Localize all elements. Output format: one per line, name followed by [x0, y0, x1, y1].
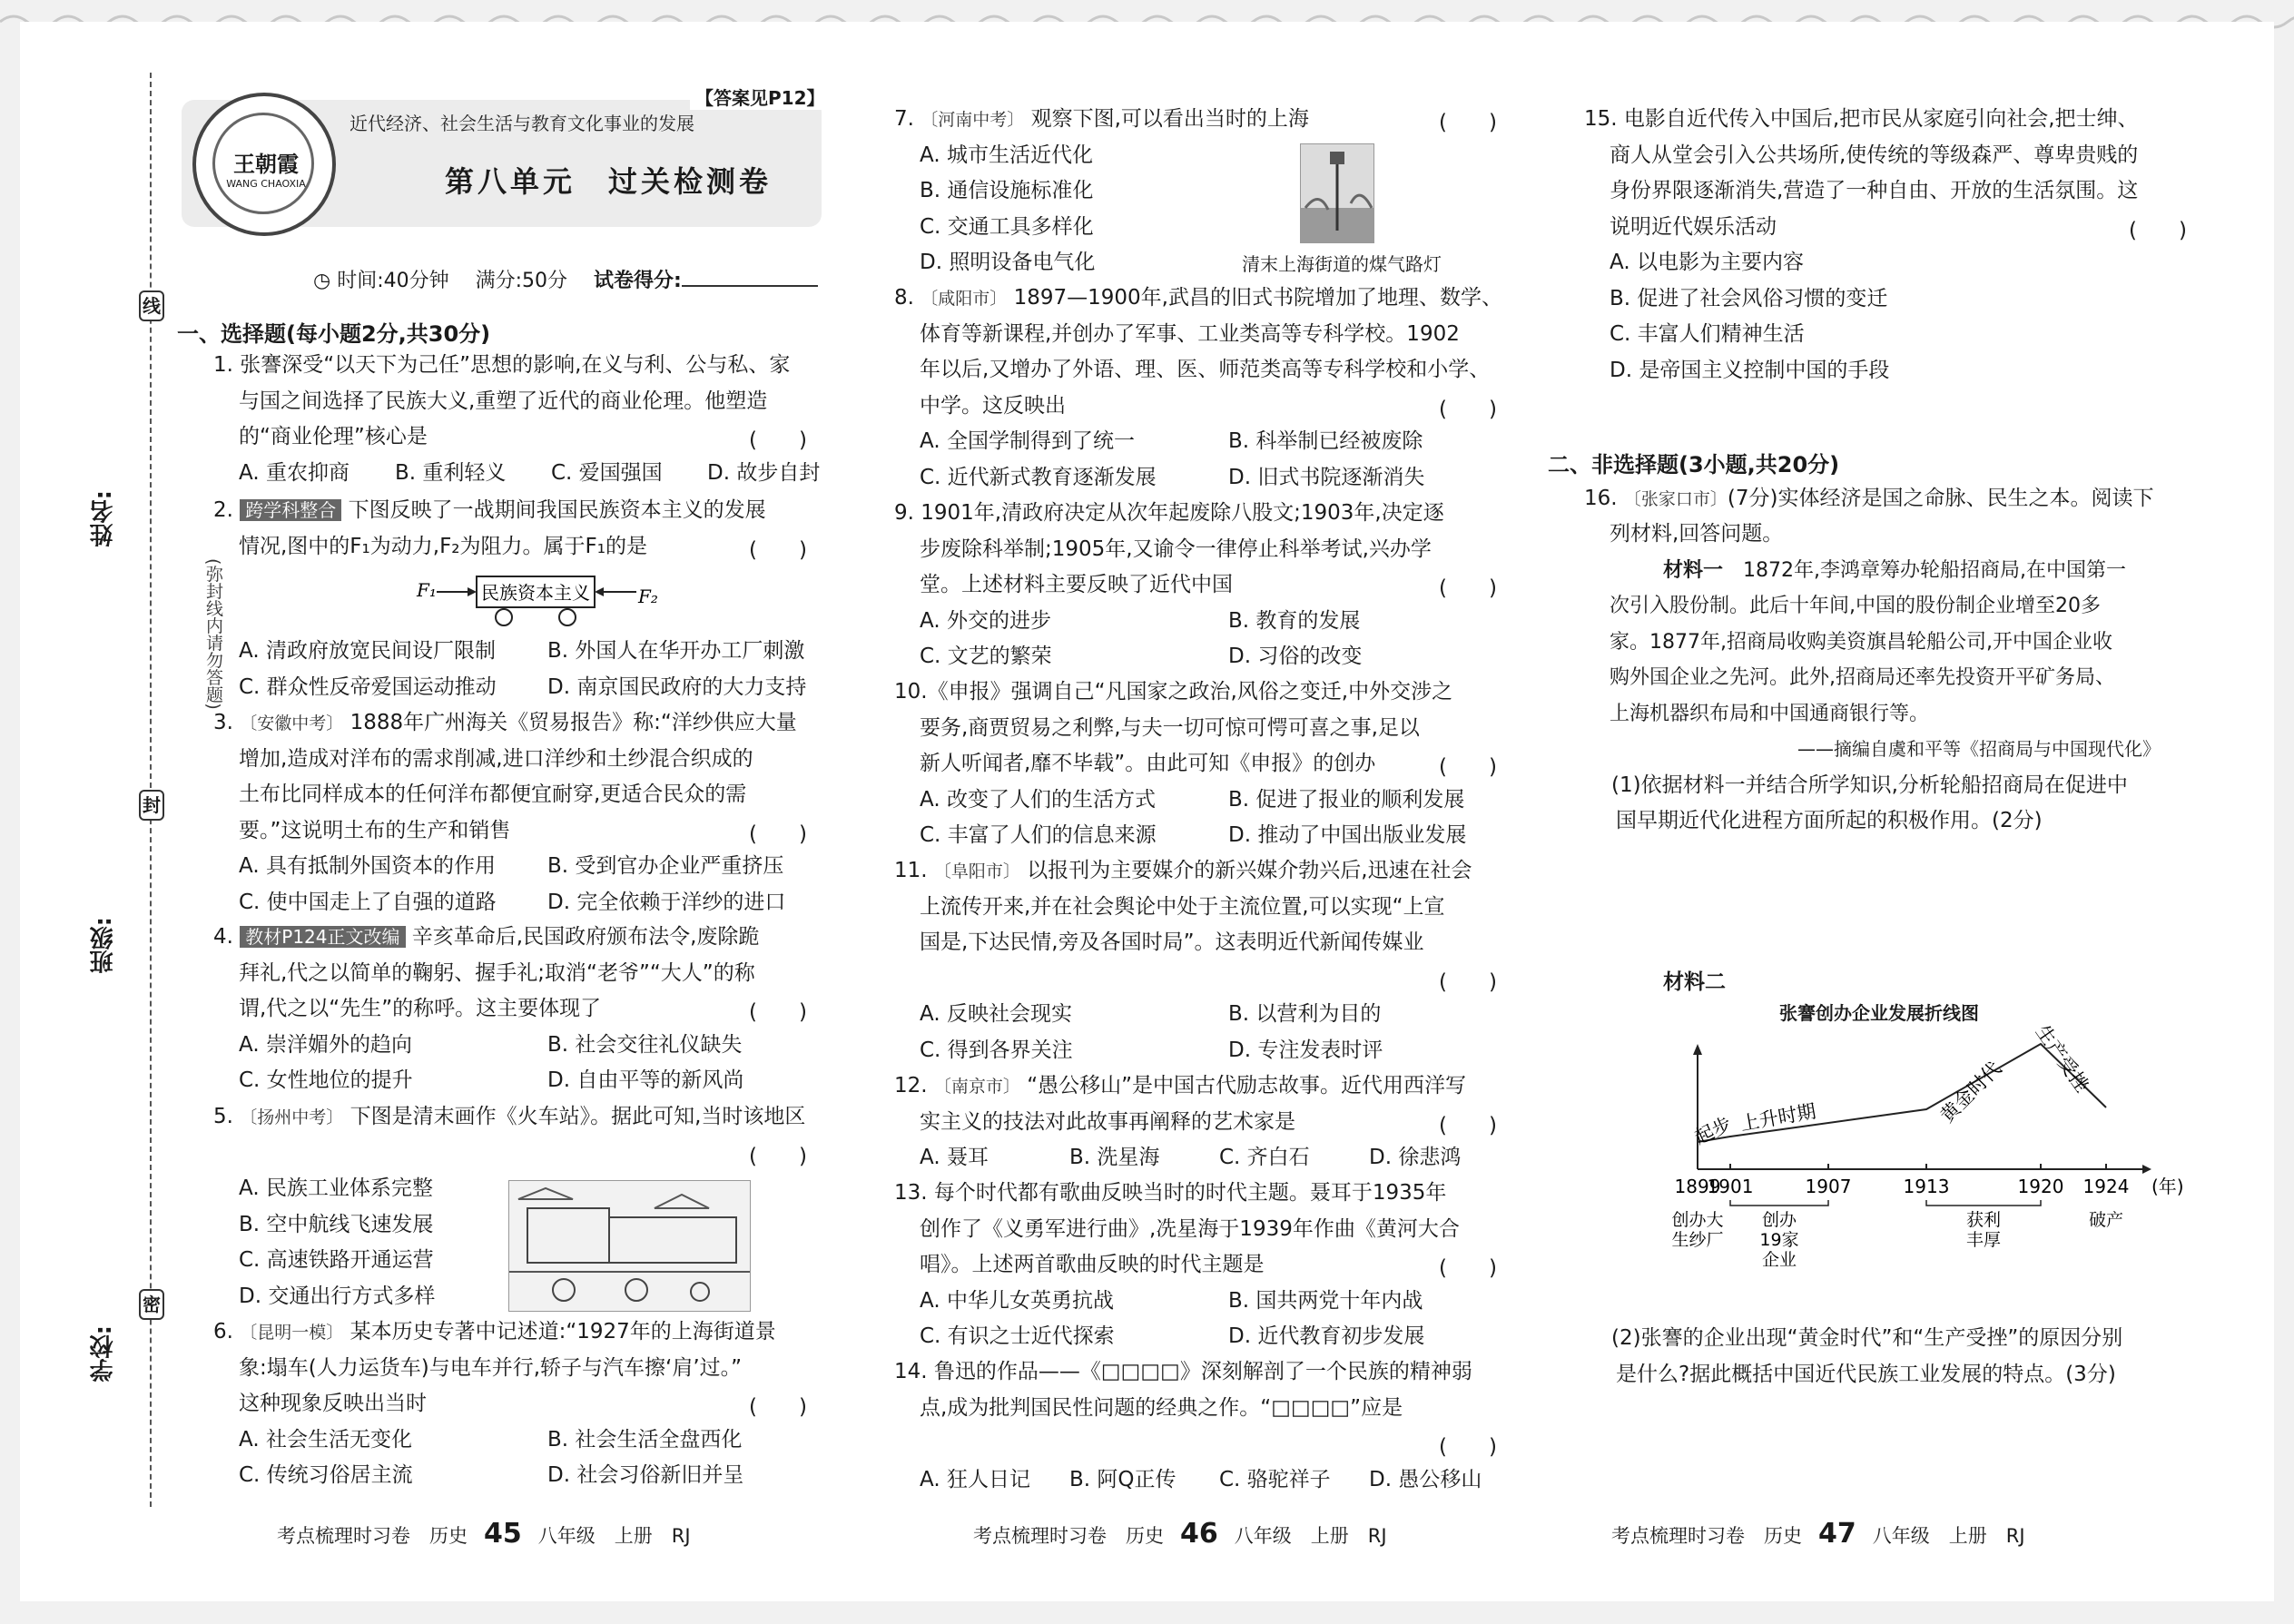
q10-option-b[interactable]: B. 促进了报业的顺利发展 [1228, 787, 1465, 812]
q16-number: 16. [1584, 486, 1624, 510]
event-label: 创办 [1761, 1210, 1797, 1230]
q7-answer-blank[interactable]: ( ) [1439, 111, 1497, 134]
event-label: 丰厚 [1965, 1230, 2002, 1250]
q3-line: 土布比同样成本的任何洋布都便宜耐穿,更适合民众的需 [239, 782, 747, 806]
event-label: 企业 [1761, 1250, 1797, 1270]
q12-source-tag: 〔南京市〕 [933, 1077, 1020, 1097]
q15-option-d[interactable]: D. 是帝国主义控制中国的手段 [1610, 358, 1890, 382]
q2-option-d[interactable]: D. 南京国民政府的大力支持 [547, 674, 807, 699]
q14-option-a[interactable]: A. 狂人日记 [920, 1467, 1030, 1491]
q3-option-a[interactable]: A. 具有抵制外国资本的作用 [239, 854, 496, 878]
q15-option-c[interactable]: C. 丰富人们精神生活 [1610, 322, 1805, 346]
q2-answer-blank[interactable]: ( ) [749, 537, 807, 562]
seal-note: (弥封线内请勿答题) [203, 558, 223, 710]
q1-line: 与国之间选择了民族大义,重塑了近代的商业伦理。他塑造 [239, 389, 768, 413]
event-label: 创办大 [1671, 1210, 1724, 1230]
q11-line [894, 853, 1472, 891]
publisher-logo: 王朝霞 WANG CHAOXIA [192, 93, 336, 236]
q10-line: 要务,商贾贸易之利弊,与夫一切可惊可愕可喜之事,足以 [920, 715, 1420, 740]
q5-option-b[interactable]: B. 空中航线飞速发展 [239, 1212, 434, 1236]
q4-option-d[interactable]: D. 自由平等的新风尚 [547, 1068, 744, 1092]
seal-mark-mi: 密 [139, 1289, 164, 1320]
section1-title: 一、选择题(每小题2分,共30分) [177, 321, 491, 347]
q12-line: 实主义的技法对此故事再阐释的艺术家是 [920, 1109, 1295, 1134]
unit-subtitle: 近代经济、社会生活与教育文化事业的发展 [350, 113, 694, 134]
q8-line: 体育等新课程,并创办了军事、工业类高等专科学校。1902 [920, 321, 1460, 346]
q7-option-d[interactable]: D. 照明设备电气化 [920, 251, 1096, 274]
q11-option-a[interactable]: A. 反映社会现实 [920, 1002, 1072, 1026]
train-station-painting [508, 1180, 751, 1312]
event-label: 19家 [1759, 1230, 1799, 1250]
q5-number: 5. [213, 1105, 241, 1128]
q4-number: 4. [213, 925, 241, 949]
q6-option-d[interactable]: D. 社会习俗新旧并呈 [547, 1463, 744, 1487]
bracket-1913-1920 [1926, 1200, 2041, 1206]
q4-option-c[interactable]: C. 女性地位的提升 [239, 1068, 413, 1092]
q2-text: 下图反映了一战期间我国民族资本主义的发展 [341, 498, 766, 522]
q8-line: 年以后,又增办了外语、理、医、师范类高等专科学校和小学、 [920, 358, 1491, 381]
f1-label: F₁ [417, 579, 437, 601]
q13-option-c[interactable]: C. 有识之士近代探索 [920, 1324, 1115, 1348]
q2-force-diagram [413, 572, 658, 626]
footer-page-47: 考点梳理时习卷 历史 47 八年级 上册 RJ [1611, 1518, 2025, 1550]
q14-option-d[interactable]: D. 愚公移山 [1369, 1467, 1482, 1491]
q12-option-c[interactable]: C. 齐白石 [1219, 1146, 1310, 1169]
q10-line: 新人听闻者,靡不毕载”。由此可知《申报》的创办 [920, 752, 1376, 775]
q9-line: 9. 1901年,清政府决定从次年起废除八股文;1903年,决定逐 [894, 501, 1444, 525]
q11-line: 上流传开来,并在社会舆论中处于主流位置,可以实现“上宣 [920, 894, 1445, 919]
q10-answer-blank[interactable]: ( ) [1439, 755, 1497, 779]
material2-label: 材料二 [1663, 970, 1726, 994]
q3-option-d[interactable]: D. 完全依赖于洋纱的进口 [547, 890, 786, 914]
q15-line: 说明近代娱乐活动 [1610, 214, 1777, 239]
footer-page-46: 考点梳理时习卷 历史 46 八年级 上册 RJ [973, 1518, 1387, 1550]
q2-option-c[interactable]: C. 群众性反帝爱国运动推动 [239, 674, 497, 699]
unit-title: 第八单元 过关检测卷 [445, 164, 773, 199]
material1-line [1610, 588, 2101, 625]
gas-street-lamp-photo [1300, 143, 1374, 243]
material1-line [1610, 660, 2115, 696]
q3-line: 增加,造成对洋布的需求削减,进口洋纱和土纱混合织成的 [239, 746, 753, 771]
q3-text: 1888年广州海关《贸易报告》称:“洋纱供应大量 [343, 711, 797, 734]
q9-option-b[interactable]: B. 教育的发展 [1228, 608, 1361, 633]
q11-option-b[interactable]: B. 以营利为目的 [1228, 1002, 1382, 1026]
material1-source: ——摘编自虞和平等《招商局与中国现代化》 [1797, 738, 2161, 760]
q9-line: 步废除科举制;1905年,又谕令一律停止科举考试,兴办学 [920, 536, 1432, 561]
f2-label: F₂ [638, 586, 658, 607]
footer-page-45: 考点梳理时习卷 历史 45 八年级 上册 RJ [277, 1518, 691, 1550]
q10-line: 10.《申报》强调自己“凡国家之政治,风俗之变迁,中外交涉之 [894, 680, 1453, 704]
q5-text: 下图是清末画作《火车站》。据此可知,当时该地区 [343, 1105, 806, 1128]
q8-option-b[interactable]: B. 科举制已经被废除 [1228, 429, 1423, 453]
q9-option-d[interactable]: D. 习俗的改变 [1228, 645, 1363, 668]
q6-line: 这种现象反映出当时 [239, 1392, 427, 1415]
q8-option-c[interactable]: C. 近代新式教育逐渐发展 [920, 465, 1157, 489]
q8-source-tag: 〔咸阳市〕 [921, 289, 1008, 309]
q6-text: 某本历史专著中记述道:“1927年的上海街道景 [343, 1320, 776, 1343]
q11-source-tag: 〔阜阳市〕 [933, 861, 1020, 881]
school-field[interactable]: 学校: [90, 1325, 117, 1383]
x-axis-arrow [2142, 1165, 2151, 1174]
q8-option-a[interactable]: A. 全国学制得到了统一 [920, 429, 1135, 453]
q3-answer-blank[interactable]: ( ) [749, 822, 807, 846]
q3-option-c[interactable]: C. 使中国走上了自强的道路 [239, 890, 497, 914]
q6-number: 6. [213, 1320, 241, 1343]
q11-text: 以报刊为主要媒介的新兴媒介勃兴后,迅速在社会 [1019, 859, 1472, 882]
q12-line [894, 1068, 1466, 1106]
q16-text: (7分)实体经济是国之命脉、民生之本。阅读下 [1727, 486, 2154, 510]
q8-number: 8. [894, 286, 921, 310]
q15-option-a[interactable]: A. 以电影为主要内容 [1610, 251, 1804, 274]
y-axis-arrow [1693, 1044, 1702, 1055]
q3-option-b[interactable]: B. 受到官办企业严重挤压 [547, 854, 784, 878]
q2-line [213, 493, 766, 529]
q12-option-a[interactable]: A. 聂耳 [920, 1146, 989, 1169]
q12-number: 12. [894, 1074, 934, 1097]
page-number: 45 [484, 1518, 522, 1550]
q11-option-c[interactable]: C. 得到各界关注 [920, 1038, 1073, 1062]
q8-text: 1897—1900年,武昌的旧式书院增加了地理、数学、 [1007, 286, 1502, 310]
event-label: 生纱厂 [1671, 1230, 1724, 1250]
binding-area [86, 73, 223, 1507]
q6-option-b[interactable]: B. 社会生活全盘西化 [547, 1427, 743, 1452]
q6-source-tag: 〔昆明一模〕 [240, 1323, 344, 1343]
q3-line [213, 705, 797, 743]
q1-option-b[interactable]: B. 重利轻义 [395, 460, 507, 485]
q4-text: 辛亥革命后,民国政府颁布法令,废除跪 [405, 925, 760, 949]
q6-line [213, 1314, 776, 1352]
q3-number: 3. [213, 711, 241, 734]
answer-reference: 【答案见P12】 [690, 84, 831, 110]
q1-line: 的“商业伦理”核心是 [239, 425, 428, 448]
q5-source-tag: 〔扬州中考〕 [240, 1107, 344, 1127]
class-field[interactable]: 班级: [90, 917, 117, 974]
x-tick-label: 1899 [1674, 1176, 1721, 1197]
material1-text: 上海机器织布局和中国通商银行等。 [1610, 702, 1930, 725]
q2-line: 情况,图中的F₁为动力,F₂为阻力。属于F₁的是 [239, 534, 647, 558]
q14-option-b[interactable]: B. 阿Q正传 [1069, 1467, 1177, 1491]
x-tick-label: 1901 [1707, 1176, 1754, 1197]
page-number: 47 [1818, 1518, 1856, 1550]
q3-source-tag: 〔安徽中考〕 [240, 714, 344, 733]
q16-sub2-line: 是什么?据此概括中国近代民族工业发展的特点。(3分) [1616, 1362, 2116, 1386]
q14-option-c[interactable]: C. 骆驼祥子 [1219, 1467, 1331, 1491]
chart-title: 张謇创办企业发展折线图 [1779, 1002, 1979, 1024]
seal-mark-feng: 封 [139, 790, 164, 821]
q2-number: 2. [213, 498, 241, 522]
q4-option-a[interactable]: A. 崇洋媚外的趋向 [239, 1032, 412, 1057]
q1-option-d[interactable]: D. 故步自封 [707, 460, 821, 485]
q7-option-a[interactable]: A. 城市生活近代化 [920, 143, 1093, 167]
q16-line [1584, 481, 2154, 518]
x-axis-unit: (年) [2151, 1176, 2184, 1197]
zhang-jian-enterprise-chart [1670, 1020, 2184, 1280]
q16-sub1-line: (1)依据材料一并结合所学知识,分析轮船招商局在促进中 [1611, 773, 2128, 797]
q4-line: 拜礼,代之以简单的鞠躬、握手礼;取消“老爷”“大人”的称 [239, 960, 755, 985]
q14-line: 14. 鲁迅的作品——《□□□□》深刻解剖了一个民族的精神弱 [894, 1360, 1472, 1383]
q11-answer-blank[interactable]: ( ) [1439, 969, 1497, 994]
q1-option-c[interactable]: C. 爱国强国 [551, 460, 663, 485]
q13-line: 13. 每个时代都有歌曲反映当时的时代主题。聂耳于1935年 [894, 1181, 1447, 1205]
q8-answer-blank[interactable]: ( ) [1439, 397, 1497, 421]
material1-text: 购外国企业之先河。此外,招商局还率先投资开平矿务局、 [1610, 666, 2115, 689]
q15-option-b[interactable]: B. 促进了社会风俗习惯的变迁 [1610, 286, 1888, 310]
stage-label: 起步 [1690, 1112, 1736, 1149]
q15-line: 商人从堂会引入公共场所,使传统的等级森严、尊卑贵贱的 [1610, 143, 2139, 167]
q7-source-tag: 〔河南中考〕 [921, 110, 1025, 130]
box-label: 民族资本主义 [481, 582, 590, 604]
page-number: 46 [1180, 1518, 1218, 1550]
q15-line: 身份界限逐渐消失,营造了一种自由、开放的生活氛围。这 [1610, 179, 2139, 202]
stage-label: 上升时期 [1738, 1099, 1818, 1136]
q3-line: 要。”这说明土布的生产和销售 [239, 818, 511, 842]
q5-line [213, 1099, 805, 1137]
q15-answer-blank[interactable]: ( ) [2129, 218, 2187, 242]
q10-option-d[interactable]: D. 推动了中国出版业发展 [1228, 823, 1467, 847]
event-label: 破产 [2088, 1210, 2124, 1230]
q7-option-c[interactable]: C. 交通工具多样化 [920, 214, 1094, 239]
q13-answer-blank[interactable]: ( ) [1439, 1256, 1497, 1280]
q7-number: 7. [894, 107, 921, 131]
section2-title: 二、非选择题(3小题,共20分) [1548, 452, 1840, 477]
q4-badge: 教材P124正文改编 [240, 926, 405, 948]
q4-option-b[interactable]: B. 社会交往礼仪缺失 [547, 1032, 743, 1057]
q12-option-b[interactable]: B. 洗星海 [1069, 1146, 1160, 1169]
material1-line [1610, 625, 2112, 661]
q6-line: 象:塌车(人力运货车)与电车并行,轿子与汽车擦‘肩’过。” [239, 1355, 743, 1380]
material1-text: 家。1877年,招商局收购美资旗昌轮船公司,开中国企业收 [1610, 630, 2112, 654]
x-tick-label: 1924 [2082, 1176, 2130, 1197]
bracket-1901-1907 [1730, 1200, 1828, 1206]
q12-text: “愚公移山”是中国古代励志故事。近代用西洋写 [1019, 1074, 1467, 1097]
q9-answer-blank[interactable]: ( ) [1439, 576, 1497, 600]
q7-text: 观察下图,可以看出当时的上海 [1024, 107, 1309, 131]
q5-option-a[interactable]: A. 民族工业体系完整 [239, 1176, 433, 1200]
x-tick-label: 1913 [1903, 1176, 1950, 1197]
x-tick-label: 1907 [1805, 1176, 1852, 1197]
q12-answer-blank[interactable]: ( ) [1439, 1113, 1497, 1137]
q11-line: 国是,下达民情,旁及各国时局”。这表明近代新闻传媒业 [920, 930, 1424, 954]
q13-option-a[interactable]: A. 中华儿女英勇抗战 [920, 1288, 1114, 1313]
q13-line: 创作了《义勇军进行曲》,冼星海于1939年作曲《黄河大合 [920, 1216, 1460, 1241]
unit-header [182, 100, 822, 227]
stage-label: 生产受挫 [2031, 1020, 2093, 1097]
q4-line [213, 920, 759, 956]
q11-option-d[interactable]: D. 专注发表时评 [1228, 1038, 1383, 1062]
q10-option-a[interactable]: A. 改变了人们的生活方式 [920, 787, 1156, 812]
q7-line [894, 102, 1309, 139]
exam-meta: ◷ 时间:40分钟 满分:50分 试卷得分: [313, 263, 818, 300]
q4-answer-blank[interactable]: ( ) [749, 1000, 807, 1024]
q16-line: 列材料,回答问题。 [1610, 522, 1784, 546]
q15-line: 15. 电影自近代传入中国后,把市民从家庭引向社会,把士绅、 [1584, 107, 2139, 131]
q6-option-a[interactable]: A. 社会生活无变化 [239, 1427, 412, 1452]
q5-answer-blank[interactable]: ( ) [749, 1144, 807, 1168]
q14-answer-blank[interactable]: ( ) [1439, 1435, 1497, 1459]
name-field[interactable]: 姓名: [90, 490, 117, 547]
clock-icon: ◷ [313, 270, 331, 292]
q2-option-a[interactable]: A. 清政府放宽民间设厂限制 [239, 639, 496, 663]
material1-label: 材料一 [1663, 558, 1744, 582]
q7-caption: 清末上海街道的煤气路灯 [1242, 253, 1442, 275]
q8-line [894, 281, 1502, 318]
event-label: 获利 [1965, 1210, 2002, 1230]
q6-option-c[interactable]: C. 传统习俗居主流 [239, 1463, 413, 1487]
q5-option-d[interactable]: D. 交通出行方式多样 [239, 1284, 436, 1308]
q10-option-c[interactable]: C. 丰富了人们的信息来源 [920, 823, 1157, 847]
x-tick-label: 1920 [2017, 1176, 2064, 1197]
q9-option-c[interactable]: C. 文艺的繁荣 [920, 645, 1052, 668]
q8-line: 中学。这反映出 [920, 393, 1066, 418]
material1-line [1610, 696, 1929, 733]
material1-line [1663, 553, 2126, 589]
q13-option-b[interactable]: B. 国共两党十年内战 [1228, 1288, 1423, 1313]
material1-text: 1872年,李鸿章筹办轮船招商局,在中国第一 [1743, 558, 2126, 582]
q1-answer-blank[interactable]: ( ) [749, 428, 807, 452]
q2-option-b[interactable]: B. 外国人在华开办工厂刺激 [547, 639, 805, 663]
q8-option-d[interactable]: D. 旧式书院逐渐消失 [1228, 465, 1425, 489]
q16-sub2-line: (2)张謇的企业出现“黄金时代”和“生产受挫”的原因分别 [1611, 1326, 2123, 1350]
q13-option-d[interactable]: D. 近代教育初步发展 [1228, 1324, 1425, 1348]
q1-option-a[interactable]: A. 重农抑商 [239, 460, 350, 485]
stage-label: 黄金时代 [1935, 1057, 2006, 1127]
q9-line: 堂。上述材料主要反映了近代中国 [920, 573, 1233, 596]
q7-option-b[interactable]: B. 通信设施标准化 [920, 179, 1094, 202]
q16-sub1-line: 国早期近代化进程方面所起的积极作用。(2分) [1616, 809, 2043, 832]
q5-option-c[interactable]: C. 高速铁路开通运营 [239, 1248, 434, 1272]
q16-source-tag: 〔张家口市〕 [1623, 488, 1728, 509]
q13-line: 唱》。上述两首歌曲反映的时代主题是 [920, 1253, 1265, 1276]
q2-badge: 跨学科整合 [240, 499, 341, 521]
q1-line: 1. 张謇深受“以天下为己任”思想的影响,在义与利、公与私、家 [213, 353, 791, 377]
q6-answer-blank[interactable]: ( ) [749, 1395, 807, 1419]
q11-number: 11. [894, 859, 934, 882]
q12-option-d[interactable]: D. 徐悲鸿 [1369, 1146, 1462, 1169]
q9-option-a[interactable]: A. 外交的进步 [920, 608, 1051, 633]
q14-line: 点,成为批判国民性问题的经典之作。“□□□□”应是 [920, 1395, 1403, 1420]
material1-text: 次引入股份制。此后十年间,中国的股份制企业增至20多 [1610, 595, 2101, 617]
seal-mark-xian: 线 [139, 290, 164, 321]
q4-line: 谓,代之以“先生”的称呼。这主要体现了 [239, 997, 602, 1020]
